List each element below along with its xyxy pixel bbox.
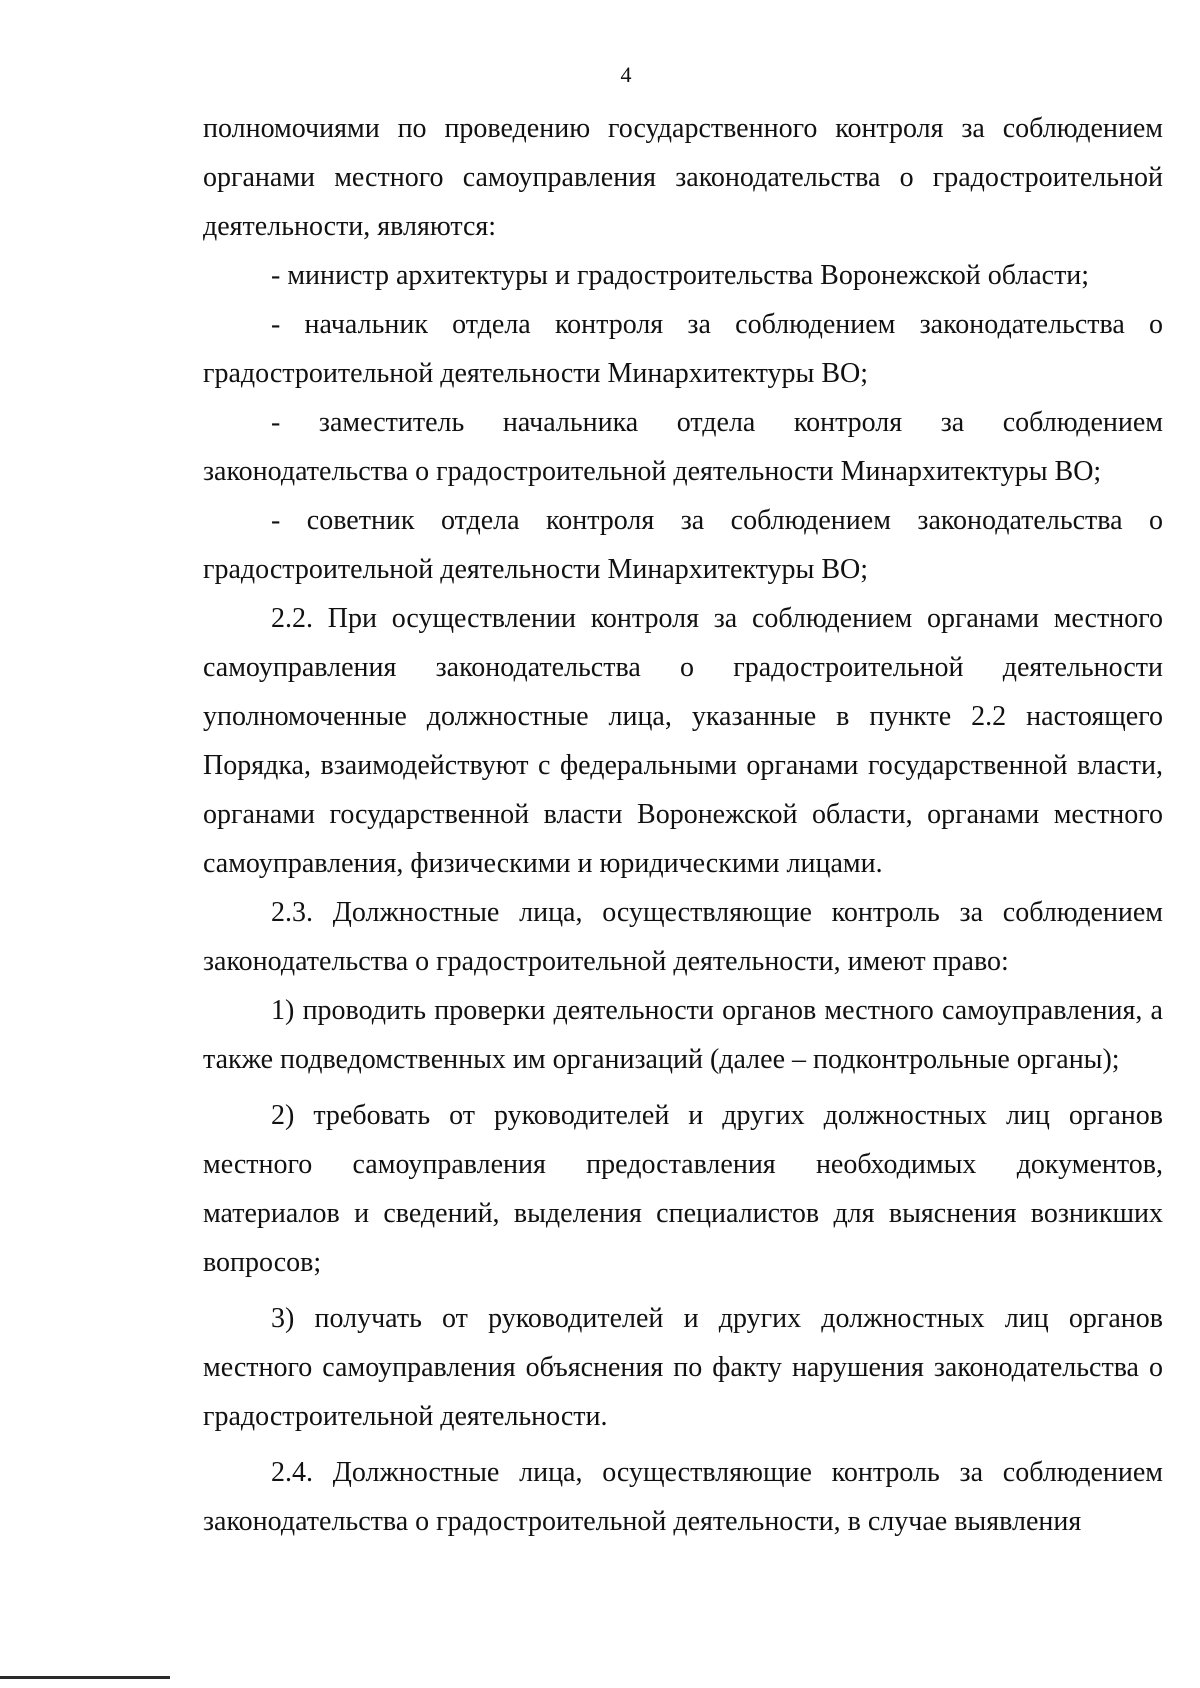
page-number: 4: [620, 62, 632, 87]
list-item-deputy-head: - заместитель начальника отдела контроля за соблюдением законодательства о градостроительной деятельности Минархитектуры ВО;: [203, 407, 1163, 487]
list-item-department-head: - начальник отдела контроля за соблюдением законодательства о градостроительной деятельности Минархитектуры ВО;: [203, 309, 1163, 389]
list-item-advisor: - советник отдела контроля за соблюдением законодательства о градостроительной деятельности Минархитектуры ВО;: [203, 505, 1163, 585]
document-body: [203, 104, 1163, 1546]
list-item-minister: - министр архитектуры и градостроительства Воронежской области;: [271, 260, 1090, 291]
list-item-right-1: 1) проводить проверки деятельности органов местного самоуправления, а также подведомственных им организаций (далее – подконтрольные органы);: [203, 995, 1163, 1075]
paragraph-2-2: 2.2. При осуществлении контроля за соблюдением органами местного самоуправления законодательства о градостроительной деятельности уполномоченные должностные лица, указанные в пункте 2.2 настоящего Порядка, взаимодействуют с федеральными органами государственной власти, органами государственной власти Воронежской области, органами местного самоуправления, физическими и юридическими лицами.: [203, 603, 1163, 879]
paragraph-officials-intro: полномочиями по проведению государственного контроля за соблюдением органами местного самоуправления законодательства о градостроительной деятельности, являются:: [203, 113, 1163, 242]
footer-divider: [0, 1676, 170, 1679]
list-item-right-3: 3) получать от руководителей и других должностных лиц органов местного самоуправления объяснения по факту нарушения законодательства о градостроительной деятельности.: [203, 1303, 1163, 1432]
paragraph-2-3: 2.3. Должностные лица, осуществляющие контроль за соблюдением законодательства о градостроительной деятельности, имеют право:: [203, 897, 1163, 977]
list-item-right-2: 2) требовать от руководителей и других должностных лиц органов местного самоуправления предоставления необходимых документов, материалов и сведений, выделения специалистов для выяснения возникших вопросов;: [203, 1100, 1163, 1278]
paragraph-2-4: 2.4. Должностные лица, осуществляющие контроль за соблюдением законодательства о градостроительной деятельности, в случае выявления: [203, 1457, 1163, 1537]
